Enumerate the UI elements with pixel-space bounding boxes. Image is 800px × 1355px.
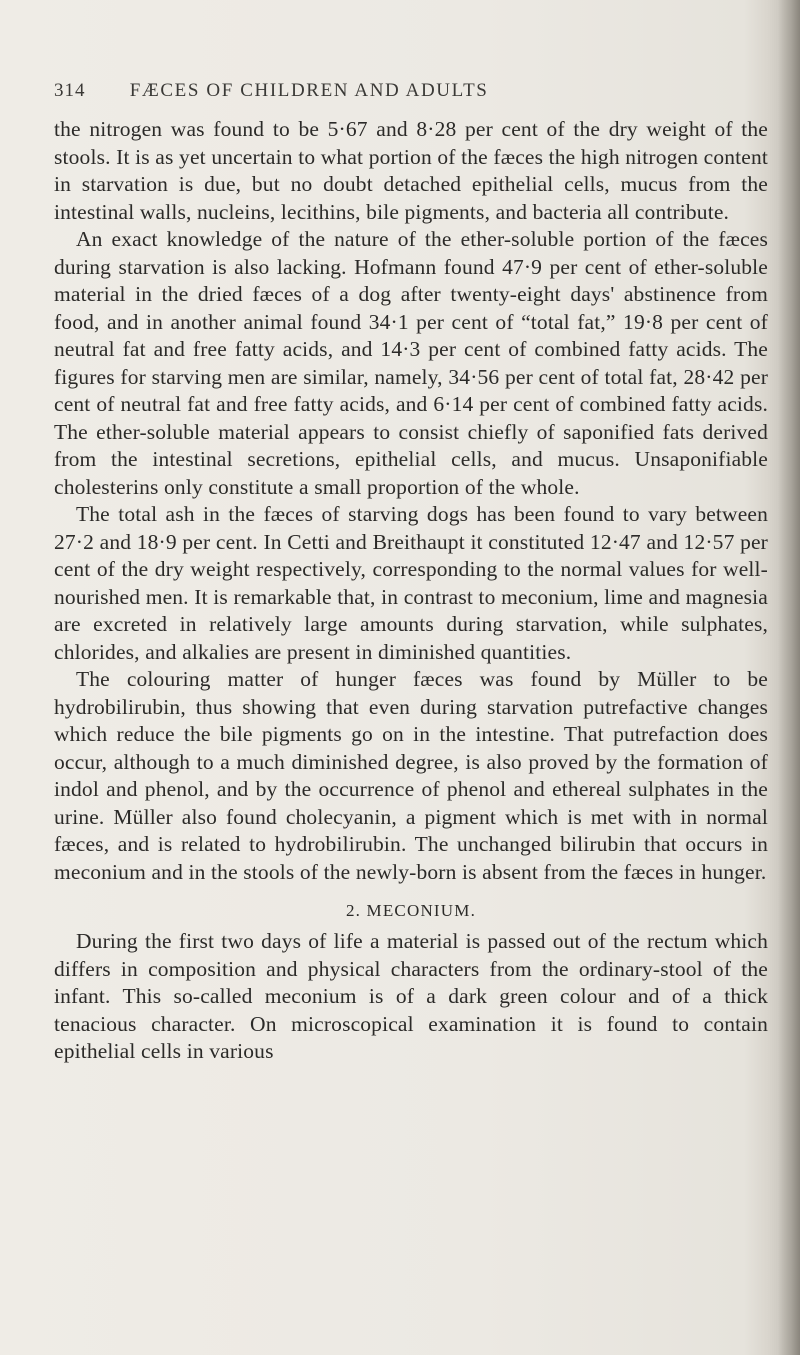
page-number: 314 — [54, 80, 86, 101]
page-edge-shadow — [778, 0, 800, 1355]
paragraph-total-ash: The total ash in the fæces of starving dogs has been found to vary between 27·2 and 18·9 per cent. In Cetti and Breithaupt it constituted 12·47 and 12·57 per cent of the dry weight respectively, corresponding to the normal values for well-nourished men. It is remarkable that, in contrast to meconium, lime and magnesia are excreted in relatively large amounts during starvation, while sulphates, chlorides, and alkalies are present in diminished quantities. — [54, 502, 768, 664]
paragraph-ether-soluble: An exact knowledge of the nature of the ether-soluble portion of the fæces during starvation is also lacking. Hofmann found 47·9 per cent of ether-soluble material in the dried fæces of a dog after twenty-eight days' abstinence from food, and in another animal found 34·1 per cent of “total fat,” 19·8 per cent of neutral fat and free fatty acids, and 14·3 per cent of combined fatty acids. The figures for starving men are similar, namely, 34·56 per cent of total fat, 28·42 per cent of neutral fat and free fatty acids, and 6·14 per cent of combined fatty acids. The ether-soluble material appears to consist chiefly of saponified fats derived from the intestinal secretions, epithelial cells, and mucus. Unsaponifiable cholesterins only constitute a small proportion of the whole. — [54, 227, 768, 499]
paragraph-meconium: During the first two days of life a material is passed out of the rectum which differs in composition and physical characters from the ordinary-stool of the infant. This so-called meconium is of a dark green colour and of a thick tenacious character. On microscopical examination it is found to contain epithelial cells in various — [54, 929, 768, 1063]
paragraph-colouring-matter: The colouring matter of hunger fæces was found by Müller to be hydrobilirubin, thus showing that even during starvation putrefactive changes which reduce the bile pigments go on in the intestine. That putrefaction does occur, although to a much diminished degree, is also proved by the formation of indol and phenol, and by the occurrence of phenol and ethereal sulphates in the urine. Müller also found cholecyanin, a pigment which is met with in normal fæces, and is related to hydrobilirubin. The unchanged bilirubin that occurs in meconium and in the stools of the newly-born is absent from the fæces in hunger. — [54, 667, 768, 884]
body-text — [54, 116, 768, 1066]
section-heading-meconium: 2. MECONIUM. — [345, 901, 477, 920]
paragraph-nitrogen: the nitrogen was found to be 5·67 and 8·28 per cent of the dry weight of the stools. It is as yet uncertain to what portion of the fæces the high nitrogen content in starvation is due, but no doubt detached epithelial cells, mucus from the intestinal walls, nucleins, lecithins, bile pigments, and bacteria all contribute. — [54, 117, 768, 224]
running-header — [54, 80, 754, 102]
running-title: FÆCES OF CHILDREN AND ADULTS — [129, 80, 489, 101]
